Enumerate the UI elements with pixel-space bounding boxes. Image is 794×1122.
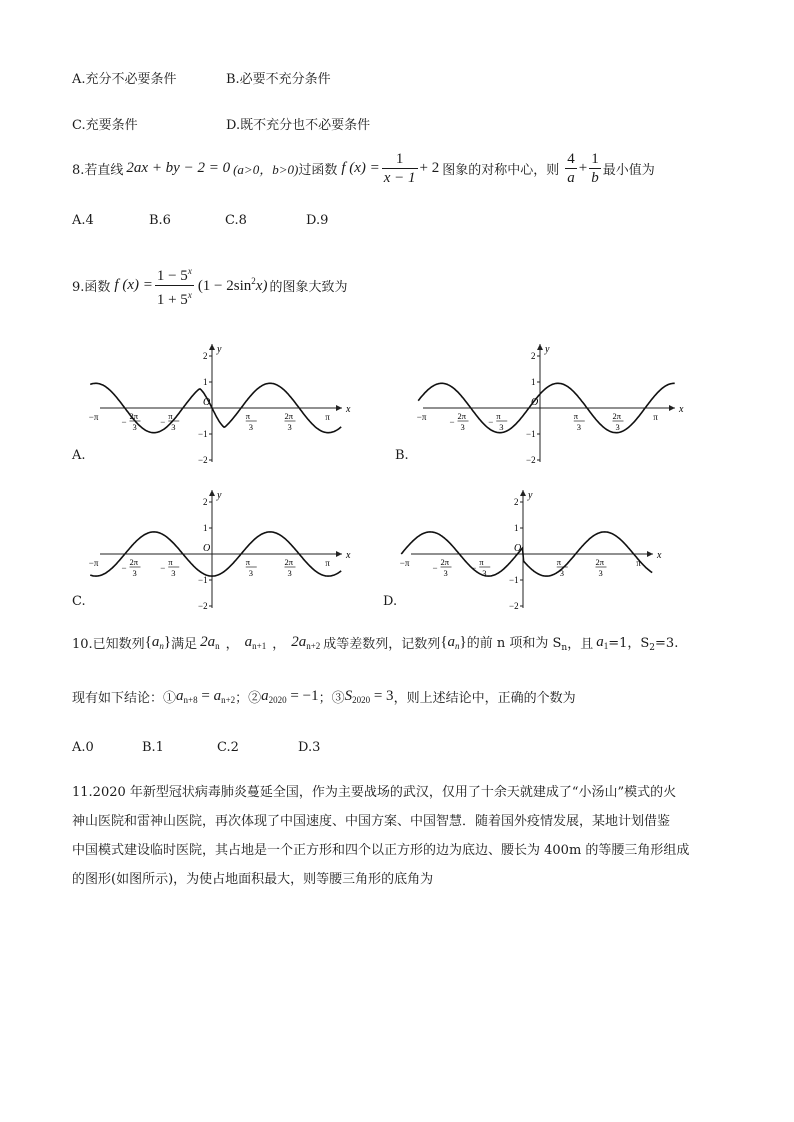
x-tick-neg-pi-3-sign: − <box>488 417 494 427</box>
q10-s2-val: =3. <box>655 636 679 651</box>
q10-line1 <box>72 632 678 653</box>
x-tick-pi-3-num: π <box>556 557 562 567</box>
q8-term1-denominator: a <box>567 170 575 186</box>
x-tick-2pi-3-num: 2π <box>284 557 294 567</box>
q10-l2-b: ；② <box>235 691 262 706</box>
x-tick-neg-pi-3-num: π <box>168 411 173 421</box>
q9-den-text: 1 + 5 <box>156 292 188 308</box>
q10-term1-text: 2a <box>200 634 216 650</box>
q10-c1b-sub: n+2 <box>221 695 236 705</box>
q10-term3-sub: n+2 <box>306 641 321 651</box>
x-axis-arrow <box>336 405 342 411</box>
q9-tail <box>198 276 268 295</box>
q11-line-4: 的图形(如图所示)，为使占地面积最大，则等腰三角形的底角为 <box>72 872 434 887</box>
q11-text <box>72 778 722 894</box>
q10-conclusion-2 <box>261 688 318 705</box>
x-tick-pi-3-num: π <box>573 411 579 421</box>
q8-term1-numerator: 4 <box>567 151 575 167</box>
q8-condition: (a>0，b>0) <box>233 162 299 177</box>
y-tick-label: −2 <box>198 601 208 611</box>
y-tick-label: 1 <box>514 523 519 533</box>
q9-fraction-denominator <box>155 286 194 309</box>
q9-fraction <box>155 262 194 309</box>
x-tick-neg-pi-3-sign: − <box>160 417 166 427</box>
q10-c1b: a <box>213 688 222 704</box>
y-axis-arrow <box>209 490 215 496</box>
x-tick-pi: π <box>325 412 330 422</box>
q8-mid2: 图象的对称中心，则 <box>442 163 560 178</box>
q10-conclusion-3 <box>345 688 394 705</box>
x-tick-2pi-3-num: 2π <box>612 411 622 421</box>
q9-graph-a <box>72 338 362 466</box>
x-tick-neg-pi-3-num: π <box>496 411 501 421</box>
q8-function-lhs: f (x) = <box>341 160 380 176</box>
q9-function-lhs: f (x) = <box>114 277 153 293</box>
x-tick-neg-pi: −π <box>88 558 99 568</box>
q10-c1a: a <box>176 688 184 704</box>
q10-l2-d: ，则上述结论中，正确的个数为 <box>393 691 576 706</box>
x-axis-label: x <box>679 404 684 415</box>
q10-term2-sub: n+1 <box>252 641 267 651</box>
y-tick-label: 1 <box>531 377 536 387</box>
y-tick-label: 2 <box>531 351 536 361</box>
q9-num-text: 1 − 5 <box>156 268 188 284</box>
q10-comma2: ， <box>272 637 286 652</box>
x-tick-neg-2pi-3-den: 3 <box>132 568 137 578</box>
x-tick-pi-3-num: π <box>245 411 251 421</box>
q10-line2 <box>72 687 576 706</box>
q9-fraction-numerator <box>155 262 194 286</box>
y-axis-label: y <box>545 344 550 355</box>
q10-c1a-sub: n+8 <box>183 695 198 705</box>
y-axis-arrow <box>537 344 543 350</box>
q10-seq-2: $\{a_n\}$ <box>440 634 467 651</box>
y-tick-label: −1 <box>526 429 536 439</box>
q10-term1-sub: n <box>215 641 220 651</box>
y-tick-label: −1 <box>198 575 208 585</box>
q8-fraction <box>382 150 418 187</box>
x-tick-neg-2pi-3-den: 3 <box>460 422 465 432</box>
x-tick-neg-pi-3-den: 3 <box>171 422 176 432</box>
q8-term1 <box>565 150 577 187</box>
q7-option-b: B.必要不充分条件 <box>226 72 331 87</box>
x-tick-neg-2pi-3-sign: − <box>121 563 127 573</box>
x-tick-2pi-3-den: 3 <box>615 422 620 432</box>
q10-seq-1-a: a <box>151 634 160 650</box>
x-tick-2pi-3-den: 3 <box>287 568 292 578</box>
q9-prefix: 9.函数 <box>72 280 111 295</box>
x-tick-neg-2pi-3-num: 2π <box>129 411 139 421</box>
y-axis-arrow <box>209 344 215 350</box>
q10-a1-val-text: =1，S <box>608 636 650 651</box>
q8-fraction-numerator: 1 <box>382 150 418 169</box>
q11-line-2: 神山医院和雷神山医院，再次体现了中国速度、中国方案、中国智慧．随着国外疫情发展，某地计划借鉴 <box>72 814 671 829</box>
x-axis-arrow <box>669 405 675 411</box>
q10-term3-text: 2a <box>291 634 307 650</box>
x-axis-arrow <box>647 551 653 557</box>
q8-plus-two: + 2 <box>419 160 440 176</box>
x-tick-neg-pi-3-num: π <box>479 557 484 567</box>
origin-label: O <box>531 397 539 408</box>
q10-a1-text: a <box>596 634 604 650</box>
q10-seq-1: $\{a_n\}$ <box>144 634 172 651</box>
y-axis-label: y <box>528 490 533 501</box>
q9-graph-d <box>383 484 673 612</box>
q10-comma1: ， <box>225 637 239 652</box>
x-tick-pi-3-den: 3 <box>576 422 581 432</box>
q10-option-c: C.2 <box>217 740 239 755</box>
x-tick-neg-2pi-3-num: 2π <box>440 557 450 567</box>
x-axis-label: x <box>346 404 351 415</box>
q8-fraction-denominator: x − 1 <box>383 170 416 186</box>
q8-term2 <box>589 150 601 187</box>
x-tick-neg-pi: −π <box>416 412 427 422</box>
origin-label: O <box>203 397 211 408</box>
x-tick-neg-pi: −π <box>88 412 99 422</box>
q10-s2-sub: 2 <box>649 643 656 653</box>
q10-c3: S <box>344 688 353 704</box>
y-tick-label: 2 <box>203 497 208 507</box>
q10-c1-eq: = <box>197 688 214 704</box>
x-tick-neg-pi: −π <box>399 558 410 568</box>
y-tick-label: 2 <box>514 497 519 507</box>
q9-den-exp: x <box>187 290 192 300</box>
q10-c2: a <box>261 688 269 704</box>
q10-option-a: A.0 <box>72 740 94 755</box>
q10-term1 <box>200 634 220 651</box>
y-tick-label: 1 <box>203 377 208 387</box>
origin-label: O <box>514 543 522 554</box>
x-tick-pi-3-den: 3 <box>248 568 253 578</box>
x-tick-neg-2pi-3-sign: − <box>121 417 127 427</box>
q10-term2-text: a <box>244 634 253 650</box>
q8-plus: + <box>578 160 588 176</box>
q8-prefix: 8.若直线 <box>72 163 124 178</box>
graph-option-label: A. <box>72 448 86 463</box>
q8-mid1: 过函数 <box>298 163 338 178</box>
y-tick-label: 1 <box>203 523 208 533</box>
x-tick-neg-pi-3-sign: − <box>160 563 166 573</box>
q10-c3-sub: 2020 <box>352 695 371 705</box>
q10-sn-sub: n <box>561 643 568 653</box>
q10-term2 <box>245 634 267 651</box>
x-tick-neg-2pi-3-sign: − <box>432 563 438 573</box>
q10-a1-val <box>608 632 678 653</box>
x-tick-2pi-3-den: 3 <box>287 422 292 432</box>
q10-term3 <box>291 634 320 651</box>
x-axis-label: x <box>346 550 351 561</box>
q8-suffix: 最小值为 <box>602 163 655 178</box>
q9-suffix: 的图象大致为 <box>269 280 348 295</box>
q7-option-c: C.充要条件 <box>72 118 138 133</box>
x-tick-2pi-3-den: 3 <box>598 568 603 578</box>
graph-option-label: C. <box>72 594 86 609</box>
q8-option-d: D.9 <box>306 213 329 228</box>
x-tick-neg-2pi-3-den: 3 <box>132 422 137 432</box>
q10-c3-val: = 3 <box>370 688 394 704</box>
q10-c2-val: = −1 <box>286 688 319 704</box>
y-tick-label: −2 <box>509 601 519 611</box>
q10-seq-2-sub: n <box>455 641 460 651</box>
x-tick-neg-2pi-3-num: 2π <box>457 411 467 421</box>
x-tick-neg-pi-3-den: 3 <box>499 422 504 432</box>
q11-line-1: 11.2020 年新型冠状病毒肺炎蔓延全国，作为主要战场的武汉，仅用了十余天就建成了“小汤山”模式的火 <box>72 785 677 800</box>
q11-line-3: 中国模式建设临时医院，其占地是一个正方形和四个以正方形的边为底边、腰长为 400m 的等腰三角形组成 <box>72 843 690 858</box>
q8-stem <box>72 150 655 187</box>
x-tick-2pi-3-num: 2π <box>595 557 605 567</box>
q8-term2-denominator: b <box>591 170 599 186</box>
q8-term2-numerator: 1 <box>591 151 599 167</box>
graph-option-label: D. <box>383 594 398 609</box>
q10-conclusion-1 <box>176 688 235 705</box>
origin-label: O <box>203 543 211 554</box>
y-tick-label: −1 <box>509 575 519 585</box>
q9-graph-c <box>72 484 362 612</box>
x-tick-neg-2pi-3-sign: − <box>449 417 455 427</box>
q9-tail-sup: 2 <box>251 276 256 286</box>
q9-stem <box>72 262 347 309</box>
y-tick-label: −2 <box>526 455 536 465</box>
y-tick-label: −2 <box>198 455 208 465</box>
x-tick-pi-3-den: 3 <box>559 568 564 578</box>
x-tick-pi-3-num: π <box>245 557 251 567</box>
y-axis-arrow <box>520 490 526 496</box>
x-tick-neg-pi-3-den: 3 <box>171 568 176 578</box>
q10-l1-b: 满足 <box>171 637 198 652</box>
x-tick-pi: π <box>636 558 641 568</box>
x-tick-neg-pi-3-den: 3 <box>482 568 487 578</box>
x-tick-pi-3-den: 3 <box>248 422 253 432</box>
q10-l1-e: ，且 <box>567 637 594 652</box>
q9-graph-b <box>395 338 695 466</box>
y-axis-label: y <box>217 344 222 355</box>
q9-tail-text: (1 − 2sin <box>197 278 252 294</box>
q10-option-d: D.3 <box>298 740 321 755</box>
q10-a1-sub: 1 <box>603 641 609 651</box>
q10-a1 <box>596 634 608 651</box>
x-axis-label: x <box>657 550 662 561</box>
y-tick-label: −1 <box>198 429 208 439</box>
q10-seq-2-a: a <box>447 634 456 650</box>
q9-tail-end: x) <box>255 278 268 294</box>
x-tick-pi: π <box>325 558 330 568</box>
q8-option-a: A.4 <box>72 213 94 228</box>
q10-l1-d-text: 的前 n 项和为 S <box>466 636 562 651</box>
q10-option-b: B.1 <box>142 740 164 755</box>
q10-seq-1-sub: n <box>159 641 164 651</box>
x-tick-2pi-3-num: 2π <box>284 411 294 421</box>
q10-l2-a: 现有如下结论：① <box>72 691 177 706</box>
x-tick-neg-2pi-3-den: 3 <box>443 568 448 578</box>
x-tick-neg-pi-3-sign: − <box>471 563 477 573</box>
q10-l1-c: 成等差数列，记数列 <box>323 637 441 652</box>
q10-c2-sub: 2020 <box>268 695 287 705</box>
x-tick-neg-2pi-3-num: 2π <box>129 557 139 567</box>
q8-option-b: B.6 <box>149 213 171 228</box>
q8-option-c: C.8 <box>225 213 247 228</box>
q10-l1-d <box>467 632 567 653</box>
q10-l1-a: 10.已知数列 <box>72 637 145 652</box>
x-axis-arrow <box>336 551 342 557</box>
graph-option-label: B. <box>395 448 409 463</box>
q7-option-d: D.既不充分也不必要条件 <box>226 118 371 133</box>
q9-num-exp: x <box>187 266 192 276</box>
q8-line-equation: 2ax + by − 2 = 0 <box>126 160 231 176</box>
x-tick-pi: π <box>653 412 658 422</box>
q7-option-a: A.充分不必要条件 <box>72 72 177 87</box>
y-tick-label: 2 <box>203 351 208 361</box>
x-tick-neg-pi-3-num: π <box>168 557 173 567</box>
y-axis-label: y <box>217 490 222 501</box>
q10-l2-c: ；③ <box>318 691 345 706</box>
